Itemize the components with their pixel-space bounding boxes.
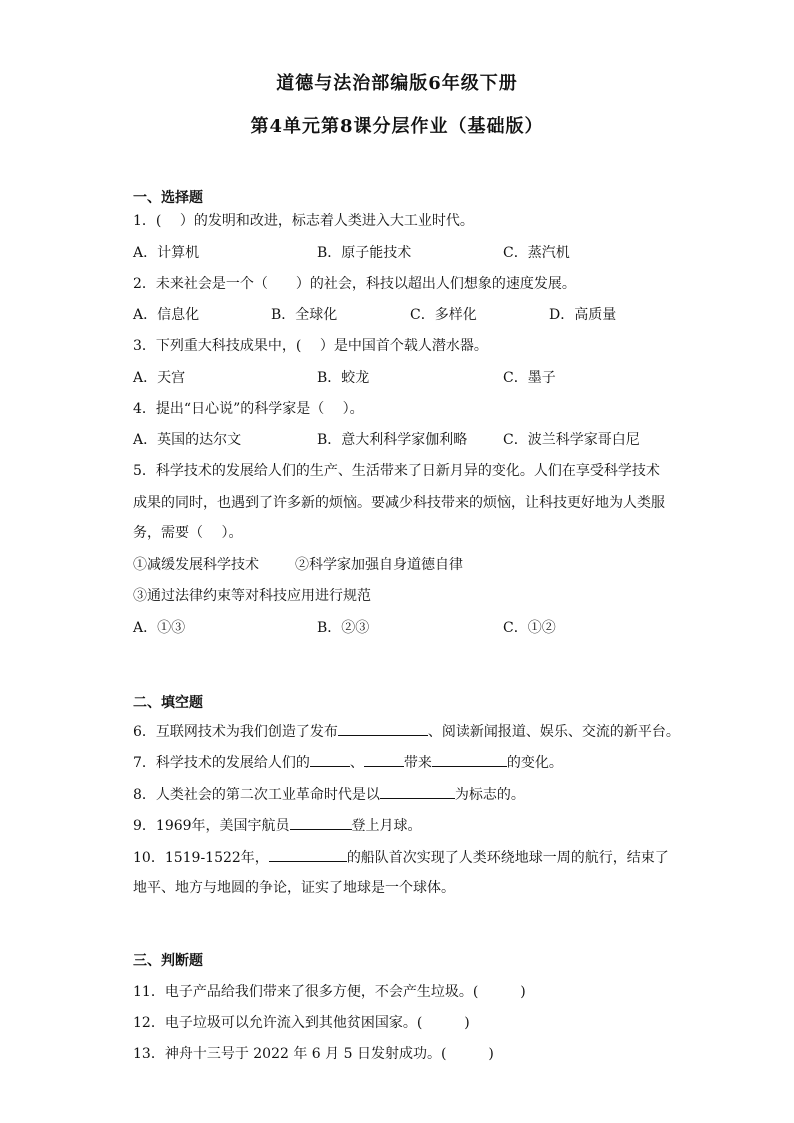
q2-option-c: C．多样化 — [410, 307, 477, 323]
section-heading-true-false: 三、判断题 — [133, 953, 203, 969]
question-7 — [133, 752, 563, 773]
q7-text-c: 带来 — [403, 755, 432, 771]
title-line-1: 道德与法治部编版6年级下册 — [276, 73, 518, 94]
section-heading-fill-in: 二、填空题 — [133, 695, 203, 711]
question-9 — [133, 815, 422, 836]
q4-option-b: B．意大利科学家伽利略 — [317, 432, 468, 448]
q4-option-a: A．英国的达尔文 — [133, 432, 242, 448]
title-line-2: 第4单元第8课分层作业（基础版） — [250, 116, 544, 137]
q8-text-b: 为标志的。 — [454, 787, 525, 803]
q3-option-a: A．天宫 — [133, 370, 186, 386]
question-6 — [133, 721, 680, 742]
q5-statement-3: ③通过法律约束等对科技应用进行规范 — [133, 588, 371, 604]
question-10-line-1 — [133, 847, 669, 868]
section-heading-choice: 一、选择题 — [133, 190, 203, 206]
q8-text-a: 8．人类社会的第二次工业革命时代是以 — [133, 787, 380, 803]
q10-text-a: 10．1519-1522年， — [133, 850, 269, 866]
q5-statement-1: ①减缓发展科学技术 — [133, 557, 259, 573]
q10-text-b: 的船队首次实现了人类环绕地球一周的航行，结束了 — [346, 850, 669, 866]
q4-option-c: C．波兰科学家哥白尼 — [503, 432, 640, 448]
q5-option-b: B．②③ — [317, 620, 370, 636]
q7-blank-3[interactable] — [432, 752, 507, 767]
question-8 — [133, 784, 525, 805]
q3-option-c: C．墨子 — [503, 370, 556, 386]
q5-option-c: C．①② — [503, 620, 556, 636]
q2-option-a: A．信息化 — [133, 307, 200, 323]
q7-blank-2[interactable] — [364, 752, 404, 767]
q1-option-b: B．原子能技术 — [317, 245, 412, 261]
q9-text-a: 9．1969年，美国宇航员 — [133, 818, 290, 834]
question-13: 13．神舟十三号于 2022 年 6 月 5 日发射成功。( ) — [133, 1046, 494, 1062]
q1-option-a: A．计算机 — [133, 245, 200, 261]
q1-option-c: C．蒸汽机 — [503, 245, 570, 261]
question-3: 3．下列重大科技成果中，( ）是中国首个载人潜水器。 — [133, 338, 488, 354]
q8-blank[interactable] — [380, 784, 455, 799]
question-4: 4．提出“日心说”的科学家是（ ）。 — [133, 401, 364, 417]
q7-text-d: 的变化。 — [506, 755, 563, 771]
q5-statement-2: ②科学家加强自身道德自律 — [295, 557, 463, 573]
q2-option-d: D．高质量 — [549, 307, 617, 323]
question-10-line-2: 地平、地方与地圆的争论，证实了地球是一个球体。 — [133, 880, 455, 896]
q5-option-a: A．①③ — [133, 620, 186, 636]
question-11: 11．电子产品给我们带来了很多方便，不会产生垃圾。( ) — [133, 984, 526, 1000]
q10-blank[interactable] — [269, 847, 347, 862]
q6-text-b: 、阅读新闻报道、娱乐、交流的新平台。 — [427, 724, 680, 740]
question-1: 1．( ）的发明和改进，标志着人类进入大工业时代。 — [133, 213, 474, 229]
q9-text-b: 登上月球。 — [351, 818, 422, 834]
question-2: 2．未来社会是一个（ ）的社会，科技以超出人们想象的速度发展。 — [133, 276, 576, 292]
q6-text-a: 6．互联网技术为我们创造了发布 — [133, 724, 338, 740]
q7-text-a: 7．科学技术的发展给人们的 — [133, 755, 310, 771]
question-5-line-2: 成果的同时，也遇到了许多新的烦恼。要减少科技带来的烦恼，让科技更好地为人类服 — [133, 495, 665, 511]
q7-text-b: 、 — [349, 755, 364, 771]
q6-blank[interactable] — [338, 721, 428, 736]
q7-blank-1[interactable] — [310, 752, 350, 767]
q3-option-b: B．蛟龙 — [317, 370, 370, 386]
q2-option-b: B．全球化 — [271, 307, 338, 323]
question-5-line-3: 务，需要（ ）。 — [133, 525, 243, 541]
q9-blank[interactable] — [290, 815, 352, 830]
question-5-line-1: 5．科学技术的发展给人们的生产、生活带来了日新月异的变化。人们在享受科学技术 — [133, 463, 660, 479]
question-12: 12．电子垃圾可以允许流入到其他贫困国家。( ) — [133, 1015, 470, 1031]
